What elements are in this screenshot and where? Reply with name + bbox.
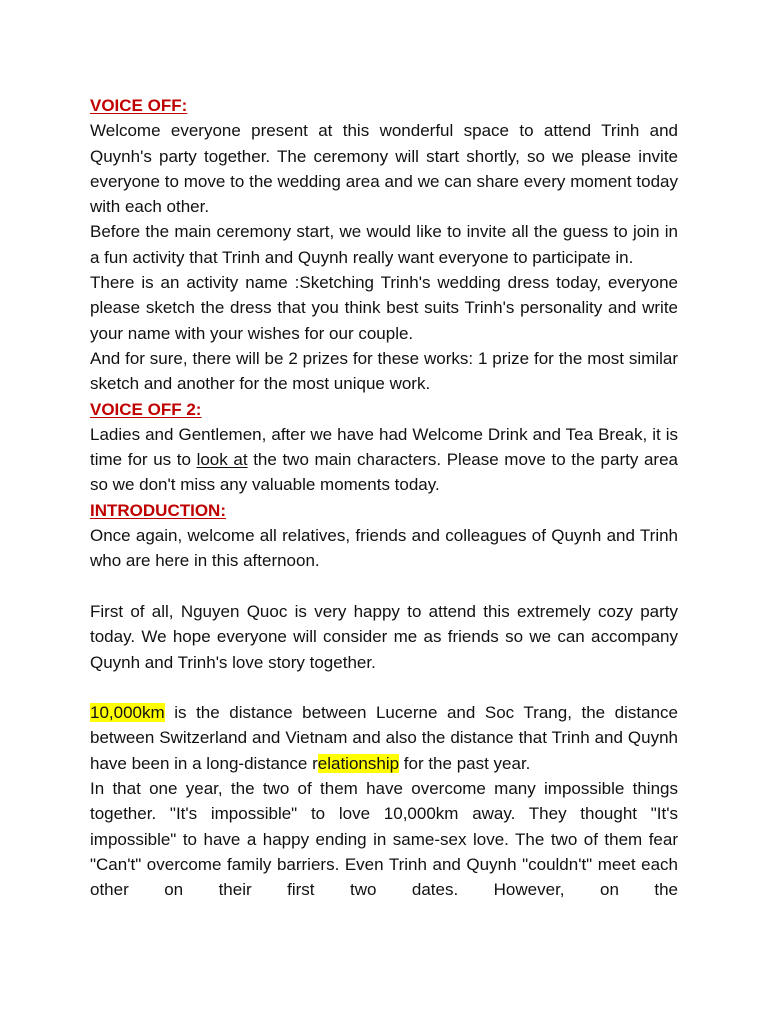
introduction-paragraph-3-end: for the past year. [399,753,531,773]
voice-off-2-underlined-text: look at [196,450,248,470]
voice-off-paragraph-4: And for sure, there will be 2 prizes for these works: 1 prize for the most similar sketch and another for the most unique work. [90,348,678,394]
voice-off-paragraph-1: Welcome everyone present at this wonderful space to attend Trinh and Quynh's party together. The ceremony will start shortly, so we please invite everyone to move to the wedding area and we can share every moment today with each other. [90,121,678,217]
introduction-paragraph-3-mid: is the distance between Lucerne and Soc Trang, the distance between Switzerland and Vietnam and also the distance that Trinh and Quynh have been in a long-distance r [90,703,678,773]
highlight-distance: 10,000km [90,703,165,723]
voice-off-2-text-end: the two main characters. Please move to the party area so we don't miss any valuable moments today. [90,450,678,495]
document-body [90,93,678,903]
voice-off-paragraph-2: Before the main ceremony start, we would like to invite all the guess to join in a fun activity that Trinh and Quynh really want everyone to participate in. [90,222,678,267]
voice-off-2-text-start: Ladies and Gentlemen, after we have had Welcome Drink and Tea Break, it is time for us to [90,424,678,470]
introduction-paragraph-1: Once again, welcome all relatives, friends and colleagues of Quynh and Trinh who are here in this afternoon. [90,526,678,571]
introduction-paragraph-2: First of all, Nguyen Quoc is very happy to attend this extremely cozy party today. We hope everyone will consider me as friends so we can accompany Quynh and Trinh's love story together. [90,601,678,672]
paragraph-gap [90,675,678,700]
voice-off-heading: VOICE OFF: [90,96,188,115]
voice-off-paragraph-3: There is an activity name :Sketching Trinh's wedding dress today, everyone please sketch the dress that you think best suits Trinh's personality and write your name with your wishes for our couple. [90,273,678,343]
introduction-heading: INTRODUCTION: [90,500,226,520]
introduction-paragraph-3 [90,700,678,776]
paragraph-gap [90,574,678,599]
voice-off-2-paragraph [90,422,678,498]
introduction-paragraph-4: In that one year, the two of them have overcome many impossible things together. "It's impossible" to love 10,000km away. They thought "It's impossible" to have a happy ending in same-sex love. The two of them fear "Can't" overcome family barriers. Even Trinh and Quynh "couldn't" meet each other on their first two dates. However, on the [90,779,678,900]
voice-off-2-heading: VOICE OFF 2: [90,399,202,419]
highlight-relationship: elationship [317,753,400,773]
